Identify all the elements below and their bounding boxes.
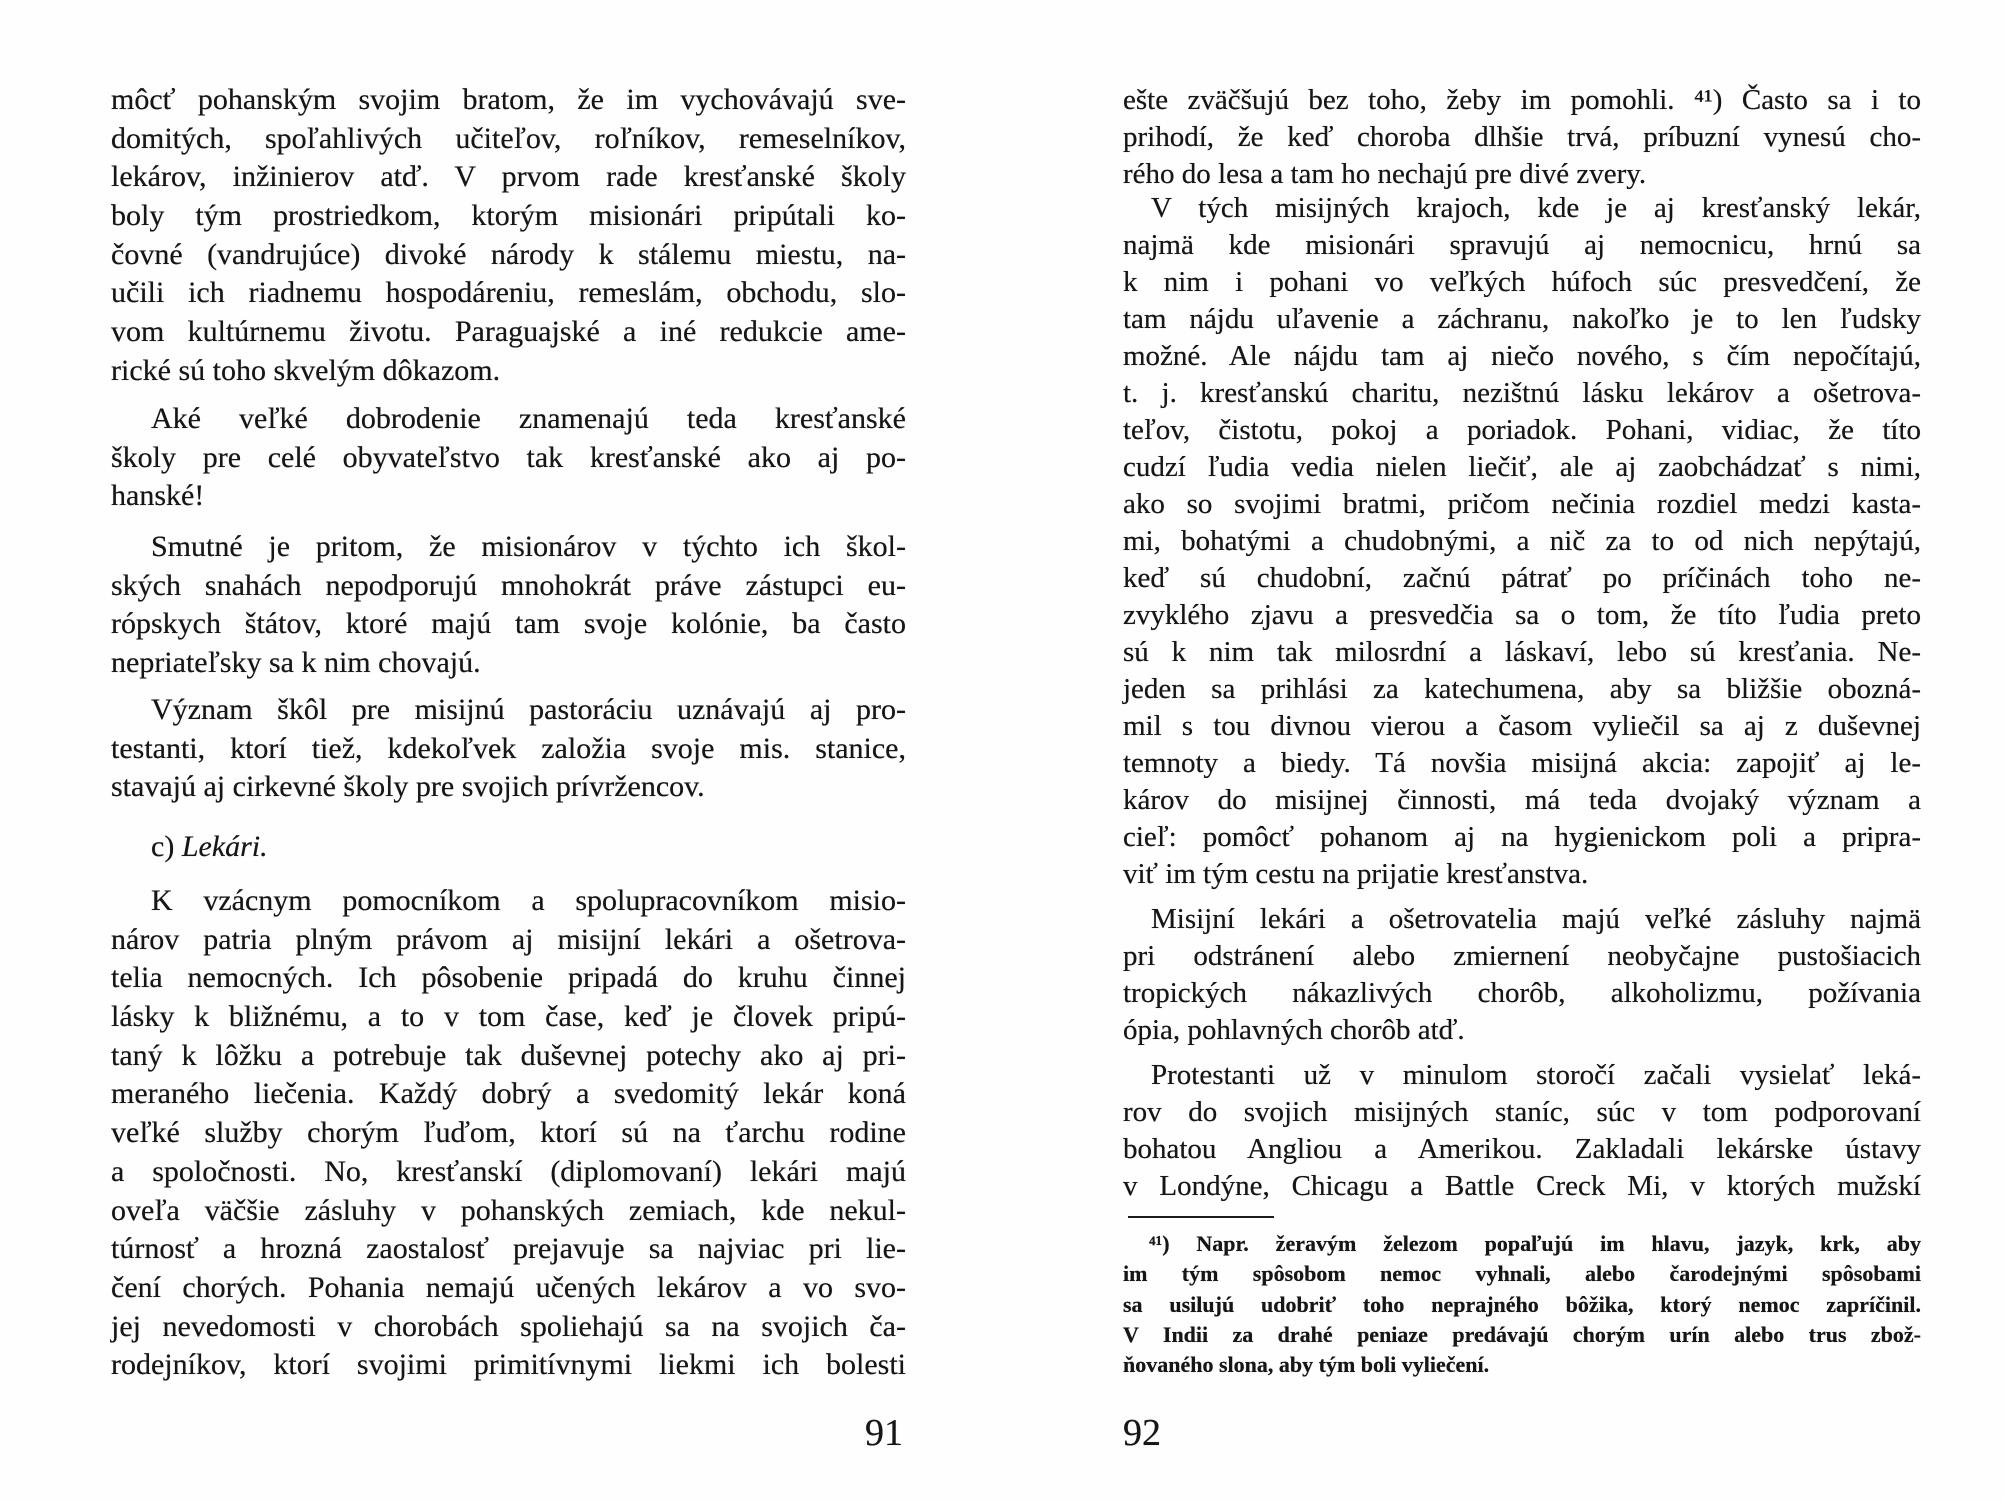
- text-line: a spoločnosti. No, kresťanskí (diplomovaní) lekári majú: [111, 1154, 906, 1188]
- text-line: rého do lesa a tam ho nechajú pre divé zvery.: [1123, 158, 1647, 190]
- right-page: [1123, 0, 1921, 1500]
- text-line: jej nevedomosti v chorobách spoliehajú sa na svojich ča-: [111, 1309, 906, 1343]
- footnote-rule: [1128, 1216, 1274, 1218]
- paragraph: [111, 528, 906, 683]
- text-line: temnoty a biedy. Tá novšia misijná akcia: zapojiť aj le-: [1123, 747, 1921, 779]
- text-line: v Londýne, Chicagu a Battle Creck Mi, v ktorých mužskí: [1123, 1170, 1921, 1202]
- text-line: Aké veľké dobrodenie znamenajú teda kresťanské: [151, 402, 906, 435]
- text-line: domitých, spoľahlivých učiteľov, roľníkov, remeselníkov,: [111, 121, 906, 155]
- text-line: mi, bohatými a chudobnými, a nič za to od nich nepýtajú,: [1123, 525, 1921, 557]
- text-line: rópskych štátov, ktoré majú tam svoje kolónie, ba často: [111, 607, 906, 641]
- text-line: učili ich riadnemu hospodáreniu, remeslám, obchodu, slo-: [111, 276, 906, 310]
- paragraph: [1123, 190, 1921, 893]
- paragraph: [111, 81, 906, 391]
- text-line: testanti, ktorí tiež, kdekoľvek založia svoje mis. stanice,: [111, 731, 906, 765]
- text-line: Smutné je pritom, že misionárov v týchto ich škol-: [151, 530, 906, 563]
- text-line: prihodí, že keď choroba dlhšie trvá, príbuzní vynesú cho-: [1123, 121, 1921, 153]
- footnote-line: ⁴¹) Napr. žeravým železom popaľujú im hlavu, jazyk, krk, aby: [1149, 1231, 1921, 1256]
- text-line: boly tým prostriedkom, ktorým misionári pripútali ko-: [111, 199, 906, 233]
- text-line: ako so svojimi bratmi, pričom nečinia rozdiel medzi kasta-: [1123, 488, 1921, 520]
- text-line: teľov, čistotu, pokoj a poriadok. Pohani, vidiac, že títo: [1123, 414, 1921, 446]
- section-title: Lekári.: [181, 830, 268, 863]
- text-line: oveľa väčšie zásluhy v pohanských zemiach, kde nekul-: [111, 1193, 906, 1227]
- page-number: 91: [865, 1412, 903, 1454]
- text-line: pri odstránení alebo zmiernení neobyčajne pustošiacich: [1123, 940, 1921, 972]
- section-label: c): [151, 830, 175, 863]
- text-line: tam nájdu uľavenie a záchranu, nakoľko je to len ľudsky: [1123, 303, 1921, 335]
- text-line: ských snahách nepodporujú mnohokrát práve zástupci eu-: [111, 568, 906, 602]
- text-line: cieľ: pomôcť pohanom aj na hygienickom poli a pripra-: [1123, 821, 1921, 853]
- text-line: nárov patria plným právom aj misijní lekári a ošetrova-: [111, 922, 906, 956]
- text-line: taný k lôžku a potrebuje tak duševnej potechy ako aj pri-: [111, 1038, 906, 1072]
- text-line: jeden sa prihlási za katechumena, aby sa bližšie obozná-: [1123, 673, 1921, 705]
- paragraph: [111, 691, 906, 807]
- text-line: lekárov, inžinierov atď. V prvom rade kresťanské školy: [111, 160, 906, 194]
- footnote-line: im tým spôsobom nemoc vyhnali, alebo čarodejnými spôsobami: [1123, 1261, 1921, 1287]
- text-line: cudzí ľudia vedia nielen liečiť, ale aj zaobchádzať s nimi,: [1123, 451, 1921, 483]
- footnote-line: ňovaného slona, aby tým boli vyliečení.: [1123, 1352, 1490, 1378]
- footnote-line: V Indii za drahé peniaze predávajú chorým urín alebo trus zbož-: [1123, 1321, 1921, 1347]
- paragraph: [1123, 1057, 1921, 1205]
- text-line: najmä kde misionári spravujú aj nemocnicu, hrnú sa: [1123, 229, 1921, 261]
- text-line: keď sú chudobní, začnú pátrať po príčinách toho ne-: [1123, 562, 1921, 594]
- text-line: môcť pohanským svojim bratom, že im vychovávajú sve-: [111, 83, 906, 116]
- text-line: V tých misijných krajoch, kde je aj kresťanský lekár,: [1151, 192, 1921, 224]
- text-line: bohatou Angliou a Amerikou. Zakladali lekárske ústavy: [1123, 1133, 1921, 1165]
- page-number: 92: [1123, 1412, 1161, 1454]
- text-line: veľké služby chorým ľuďom, ktorí sú na ťarchu rodine: [111, 1116, 906, 1150]
- text-line: Misijní lekári a ošetrovatelia majú veľké zásluhy najmä: [1151, 903, 1921, 935]
- text-line: možné. Ale nájdu tam aj niečo nového, s čím nepočítajú,: [1123, 340, 1921, 372]
- text-line: viť im tým cestu na prijatie kresťanstva.: [1123, 858, 1589, 890]
- text-line: školy pre celé obyvateľstvo tak kresťanské ako aj po-: [111, 440, 906, 474]
- text-line: k nim i pohani vo veľkých húfoch súc presvedčení, že: [1123, 266, 1921, 298]
- text-line: rodejníkov, ktorí svojimi primitívnymi liekmi ich bolesti: [111, 1348, 906, 1382]
- text-line: túrnosť a hrozná zaostalosť prejavuje sa najviac pri lie-: [111, 1232, 906, 1266]
- text-line: Protestanti už v minulom storočí začali vysielať leká-: [1151, 1059, 1921, 1091]
- text-line: mil s tou divnou vierou a časom vyliečil sa aj z duševnej: [1123, 710, 1921, 742]
- text-line: čovné (vandrujúce) divoké národy k stálemu miestu, na-: [111, 237, 906, 271]
- text-line: Význam škôl pre misijnú pastoráciu uznávajú aj pro-: [151, 693, 906, 726]
- text-line: lásky k bližnému, a to v tom čase, keď je človek pripú-: [111, 1000, 906, 1034]
- text-line: telia nemocných. Ich pôsobenie pripadá do kruhu činnej: [111, 961, 906, 995]
- text-line: stavajú aj cirkevné školy pre svojich prívržencov.: [111, 770, 705, 804]
- text-line: hanské!: [111, 479, 205, 513]
- text-line: meraného liečenia. Každý dobrý a svedomitý lekár koná: [111, 1077, 906, 1111]
- text-line: t. j. kresťanskú charitu, nezištnú lásku lekárov a ošetrova-: [1123, 377, 1921, 409]
- text-line: vom kultúrnemu životu. Paraguajské a iné redukcie ame-: [111, 315, 906, 349]
- section-heading: [111, 828, 946, 867]
- text-line: K vzácnym pomocníkom a spolupracovníkom misio-: [151, 884, 906, 917]
- text-line: ešte zväčšujú bez toho, žeby im pomohli. ⁴¹) Často sa i to: [1123, 84, 1921, 116]
- footnote: [1123, 1229, 1921, 1380]
- text-line: čení chorých. Pohania nemajú učených lekárov a vo svo-: [111, 1270, 906, 1304]
- footnote-line: sa usilujú udobriť toho neprajného bôžika, ktorý nemoc zapríčinil.: [1123, 1291, 1921, 1317]
- paragraph: [1123, 901, 1921, 1049]
- text-line: rov do svojich misijných staníc, súc v tom podporovaní: [1123, 1096, 1921, 1128]
- paragraph: [111, 882, 906, 1385]
- left-page: [111, 0, 906, 1500]
- paragraph: [111, 400, 906, 516]
- text-line: sú k nim tak milosrdní a láskaví, lebo sú kresťania. Ne-: [1123, 636, 1921, 668]
- text-line: rické sú toho skvelým dôkazom.: [111, 353, 501, 387]
- text-line: károv do misijnej činnosti, má teda dvojaký význam a: [1123, 784, 1921, 816]
- text-line: zvyklého zjavu a presvedčia sa o tom, že títo ľudia preto: [1123, 599, 1921, 631]
- text-line: nepriateľsky sa k nim chovajú.: [111, 646, 481, 680]
- paragraph: [1123, 82, 1921, 193]
- text-line: ópia, pohlavných chorôb atď.: [1123, 1014, 1465, 1046]
- text-line: tropických nákazlivých chorôb, alkoholizmu, požívania: [1123, 977, 1921, 1009]
